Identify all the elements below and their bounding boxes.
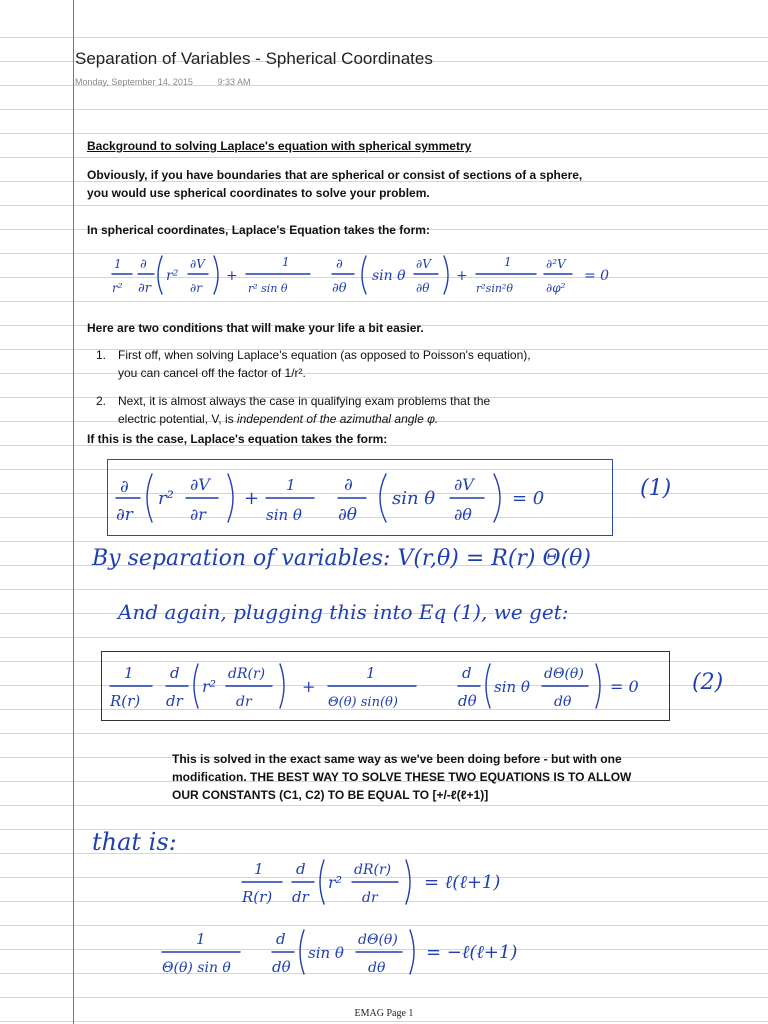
svg-text:1: 1 bbox=[504, 255, 512, 269]
svg-text:∂θ: ∂θ bbox=[416, 281, 430, 295]
svg-text:+: + bbox=[456, 268, 468, 284]
svg-text:1: 1 bbox=[254, 860, 264, 878]
svg-text:= 0: = 0 bbox=[610, 677, 639, 696]
svg-text:∂V: ∂V bbox=[416, 257, 431, 271]
svg-text:r²: r² bbox=[112, 281, 123, 295]
svg-text:dθ: dθ bbox=[458, 692, 477, 710]
solved-line-2: modification. THE BEST WAY TO SOLVE THESE TWO EQUATIONS IS TO ALLOW bbox=[172, 770, 632, 784]
page-time: 9:33 AM bbox=[217, 77, 251, 87]
list-item-line: you can cancel off the factor of 1/r². bbox=[118, 366, 306, 380]
svg-text:∂r: ∂r bbox=[190, 281, 202, 295]
svg-text:dθ: dθ bbox=[554, 694, 572, 710]
svg-text:= −ℓ(ℓ+1): = −ℓ(ℓ+1) bbox=[426, 942, 518, 963]
list-item-text: electric potential, V, is bbox=[118, 412, 237, 426]
svg-text:∂: ∂ bbox=[344, 475, 353, 495]
intro-line-2: you would use spherical coordinates to solve your problem. bbox=[87, 186, 430, 200]
svg-text:dr: dr bbox=[362, 890, 378, 906]
svg-text:r²: r² bbox=[166, 268, 179, 284]
svg-text:1: 1 bbox=[366, 664, 376, 682]
svg-text:R(r): R(r) bbox=[242, 888, 273, 906]
svg-text:dr: dr bbox=[292, 888, 309, 906]
svg-text:∂r: ∂r bbox=[116, 505, 133, 525]
svg-text:R(r): R(r) bbox=[110, 692, 141, 710]
equation-3 bbox=[240, 852, 560, 917]
svg-text:sin θ: sin θ bbox=[266, 506, 302, 524]
svg-text:∂φ²: ∂φ² bbox=[546, 281, 566, 295]
svg-text:r²: r² bbox=[202, 677, 217, 696]
equation-1-box bbox=[107, 459, 613, 536]
svg-text:d: d bbox=[276, 930, 286, 948]
svg-text:sin θ: sin θ bbox=[372, 268, 406, 284]
solved-line-1: This is solved in the exact same way as we've been doing before - but with one bbox=[172, 752, 622, 766]
case-intro: If this is the case, Laplace's equation takes the form: bbox=[87, 432, 388, 446]
svg-text:∂: ∂ bbox=[120, 477, 129, 497]
svg-text:1: 1 bbox=[286, 476, 296, 494]
svg-text:d: d bbox=[170, 664, 180, 682]
svg-text:∂θ: ∂θ bbox=[454, 505, 472, 524]
svg-text:+: + bbox=[244, 488, 260, 509]
svg-text:dθ: dθ bbox=[272, 958, 291, 976]
svg-text:∂r: ∂r bbox=[190, 505, 206, 524]
section-heading: Background to solving Laplace's equation with spherical symmetry bbox=[87, 139, 472, 153]
svg-text:d: d bbox=[296, 860, 306, 878]
list-item bbox=[96, 346, 531, 382]
svg-text:= 0: = 0 bbox=[512, 488, 545, 509]
plugging-note: And again, plugging this into Eq (1), we get: bbox=[118, 600, 569, 624]
svg-text:1: 1 bbox=[124, 664, 134, 682]
svg-text:r²: r² bbox=[328, 873, 343, 892]
conditions-intro: Here are two conditions that will make your life a bit easier. bbox=[87, 321, 424, 335]
page-date: Monday, September 14, 2015 bbox=[75, 77, 193, 87]
svg-text:∂r: ∂r bbox=[138, 281, 151, 296]
svg-text:d: d bbox=[462, 664, 472, 682]
svg-text:sin θ: sin θ bbox=[308, 944, 344, 962]
svg-text:r²sin²θ: r²sin²θ bbox=[476, 282, 513, 295]
svg-text:dR(r): dR(r) bbox=[228, 666, 266, 682]
svg-text:dΘ(θ): dΘ(θ) bbox=[544, 666, 584, 682]
svg-text:∂: ∂ bbox=[336, 257, 343, 272]
intro-line-1: Obviously, if you have boundaries that are spherical or consist of sections of a sphere, bbox=[87, 168, 583, 182]
svg-text:dθ: dθ bbox=[368, 960, 386, 976]
svg-text:1: 1 bbox=[282, 255, 290, 269]
conditions-list bbox=[96, 346, 531, 438]
svg-text:∂: ∂ bbox=[140, 257, 147, 272]
equation-2 bbox=[102, 652, 669, 720]
svg-text:+: + bbox=[226, 268, 238, 284]
equation-1-label: (1) bbox=[640, 476, 672, 501]
svg-text:∂θ: ∂θ bbox=[332, 281, 347, 296]
page-title: Separation of Variables - Spherical Coordinates bbox=[75, 49, 433, 68]
list-item-line: Next, it is almost always the case in qualifying exam problems that the bbox=[118, 394, 491, 408]
svg-text:sin θ: sin θ bbox=[392, 488, 436, 509]
equation-1 bbox=[108, 460, 612, 535]
svg-text:dr: dr bbox=[166, 692, 183, 710]
list-item-line bbox=[118, 410, 531, 428]
list-item-number: 2. bbox=[96, 394, 107, 408]
svg-text:+: + bbox=[302, 677, 316, 696]
svg-text:Θ(θ) sin(θ): Θ(θ) sin(θ) bbox=[328, 695, 398, 710]
svg-text:∂V: ∂V bbox=[190, 257, 205, 271]
page-footer: EMAG Page 1 bbox=[354, 1008, 414, 1019]
that-is-note: that is: bbox=[92, 828, 177, 856]
list-item-line: First off, when solving Laplace's equation (as opposed to Poisson's equation), bbox=[118, 348, 531, 362]
list-item-emphasis: independent of the azimuthal angle φ. bbox=[236, 412, 439, 426]
svg-text:sin θ: sin θ bbox=[494, 678, 530, 696]
list-item bbox=[96, 392, 531, 428]
svg-text:Θ(θ) sin θ: Θ(θ) sin θ bbox=[162, 960, 231, 976]
separation-note: By separation of variables: V(r,θ) = R(r) Θ(θ) bbox=[92, 546, 591, 571]
svg-text:dr: dr bbox=[236, 694, 252, 710]
svg-text:r² sin θ: r² sin θ bbox=[248, 282, 288, 295]
svg-text:= ℓ(ℓ+1): = ℓ(ℓ+1) bbox=[424, 872, 501, 893]
svg-text:1: 1 bbox=[114, 257, 122, 271]
equation-4 bbox=[160, 922, 600, 989]
svg-text:∂V: ∂V bbox=[190, 475, 210, 494]
svg-text:dR(r): dR(r) bbox=[354, 862, 392, 878]
svg-text:∂θ: ∂θ bbox=[338, 505, 358, 525]
equation-2-label: (2) bbox=[692, 670, 724, 695]
svg-text:= 0: = 0 bbox=[584, 268, 610, 284]
page-meta bbox=[75, 77, 272, 87]
equation-2-box bbox=[101, 651, 670, 721]
list-item-number: 1. bbox=[96, 348, 107, 362]
svg-text:dΘ(θ): dΘ(θ) bbox=[358, 932, 398, 948]
svg-text:∂V: ∂V bbox=[454, 475, 474, 494]
margin-line bbox=[73, 0, 74, 1024]
svg-text:∂²V: ∂²V bbox=[546, 257, 566, 271]
svg-text:r²: r² bbox=[158, 488, 174, 509]
form-intro: In spherical coordinates, Laplace's Equation takes the form: bbox=[87, 223, 430, 237]
svg-text:1: 1 bbox=[196, 930, 206, 948]
solved-line-3: OUR CONSTANTS (C1, C2) TO BE EQUAL TO [+/-ℓ(ℓ+1)] bbox=[172, 788, 489, 802]
handwritten-laplace-full bbox=[110, 248, 630, 309]
